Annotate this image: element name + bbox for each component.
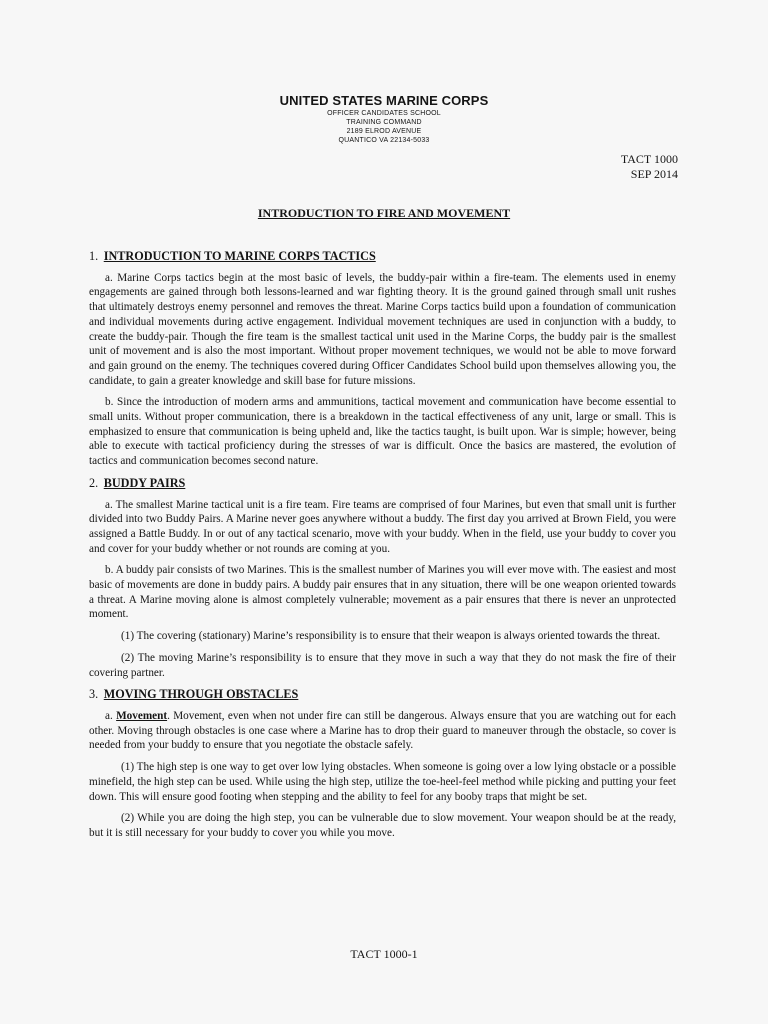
paragraph: a. Marine Corps tactics begin at the most basic of levels, the buddy-pair within a fire-team. The elements used in enemy engagements are gained through both lessons-learned and war fighting theory. It is the ground gained through small unit rushes that ultimately destroys enemy personnel and removes the threat. Marine Corps tactics build upon a foundation of communication and individual movements during active engagement. Individual movement techniques are used in conjunction with a buddy, to create the buddy-pair. Though the fire team is the smallest tactical unit used in the Marine Corps, the buddy pair is the smallest unit of movement and is also the most important. Without proper movement techniques, we would not be able to move forward and gain ground on the enemy. The techniques covered during Officer Candidates School build upon themselves allowing you, the candidate, to gain a greater knowledge and skill base for future missions. bbox=[89, 271, 676, 387]
paragraph bbox=[89, 709, 676, 753]
paragraph-text: . Movement, even when not under fire can still be dangerous. Always ensure that you are watching out for each other. Moving through obstacles is one case where a Marine has to drop their guard to maneuver through the obstacle, so cover is needed from your buddy to ensure that you negotiate the obstacle safely. bbox=[89, 709, 676, 752]
section-heading bbox=[89, 249, 676, 265]
paragraph: a. The smallest Marine tactical unit is a fire team. Fire teams are comprised of four Marines, but even that small unit is further divided into two Buddy Pairs. A Marine never goes anywhere without a buddy. The first day you arrived at Brown Field, you were assigned a Battle Buddy. In or out of any tactical scenario, move with your buddy. When in the field, use your buddy to cover you and cover for your buddy whether or not rounds are coming at you. bbox=[89, 498, 676, 555]
section-number: 2. bbox=[89, 475, 99, 490]
document-date: SEP 2014 bbox=[630, 167, 678, 181]
section-heading bbox=[89, 476, 676, 492]
section-number: 1. bbox=[89, 249, 99, 263]
inline-heading: Movement bbox=[116, 709, 168, 722]
document-title: INTRODUCTION TO FIRE AND MOVEMENT bbox=[257, 206, 511, 220]
section-heading bbox=[89, 687, 676, 703]
subparagraph: (1) The covering (stationary) Marine’s responsibility is to ensure that their weapon is always oriented towards the threat. bbox=[121, 630, 661, 643]
page-footer: TACT 1000-1 bbox=[350, 947, 418, 961]
section-title: MOVING THROUGH OBSTACLES bbox=[103, 687, 299, 702]
document-body bbox=[89, 249, 676, 848]
address-line: TRAINING COMMAND bbox=[346, 119, 422, 126]
subparagraph: (2) While you are doing the high step, you can be vulnerable due to slow movement. Your weapon should be at the ready, but it is still necessary for your buddy to cover you while you move. bbox=[89, 812, 676, 839]
paragraph: b. A buddy pair consists of two Marines. This is the smallest number of Marines you will ever move with. The easiest and most basic of movements are done in buddy pairs. A buddy pair ensures that in any situation, there will be one weapon oriented towards a threat. A Marine moving alone is almost completely vulnerable; movement as a pair ensures that there is never an unprotected moment. bbox=[89, 564, 676, 621]
subparagraph: (2) The moving Marine’s responsibility is to ensure that they move in such a way that they do not mask the fire of their covering partner. bbox=[89, 651, 676, 679]
address-line: OFFICER CANDIDATES SCHOOL bbox=[327, 110, 441, 117]
address-line: 2189 ELROD AVENUE bbox=[346, 128, 422, 135]
organization-name: UNITED STATES MARINE CORPS bbox=[279, 93, 489, 108]
document-reference bbox=[621, 152, 678, 182]
subparagraph: (1) The high step is one way to get over low lying obstacles. When someone is going over a low lying obstacle or a possible minefield, the high step can be used. While using the high step, utilize the toe-heel-feel method while picking and putting your feet down. This will ensure good footing when stepping and the ability to feel for any booby traps that might be set. bbox=[89, 761, 676, 803]
section-number: 3. bbox=[89, 687, 99, 702]
paragraph: b. Since the introduction of modern arms and ammunitions, tactical movement and communication have become essential to small units. Without proper communication, there is a breakdown in the tactical effectiveness of any unit, large or small. This is emphasized to ensure that communication is being upheld and, like the tactics taught, is built upon. War is simple; however, being able to execute with tactical proficiency during the stresses of war is difficult. Once the basics are mastered, the evolution of tactics and communication becomes second nature. bbox=[89, 396, 676, 468]
letterhead bbox=[0, 93, 768, 145]
paragraph-prefix: a. bbox=[105, 709, 117, 722]
section-title: BUDDY PAIRS bbox=[103, 475, 186, 490]
address-line: QUANTICO VA 22134-5033 bbox=[338, 137, 430, 144]
section-title: INTRODUCTION TO MARINE CORPS TACTICS bbox=[103, 249, 376, 263]
document-code: TACT 1000 bbox=[620, 152, 678, 166]
